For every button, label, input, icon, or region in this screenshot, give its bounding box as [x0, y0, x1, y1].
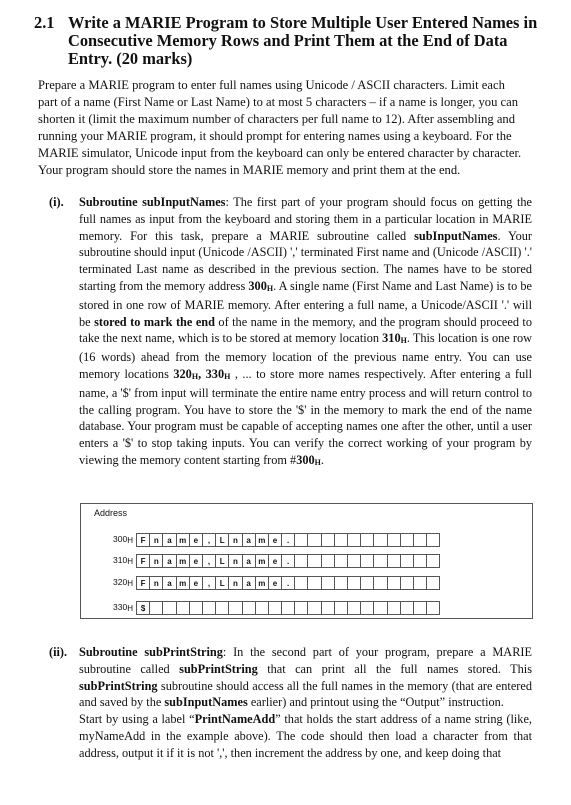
memory-cell [426, 554, 440, 568]
memory-cell [387, 533, 401, 547]
memory-cell [347, 601, 361, 615]
memory-cell: m [176, 576, 190, 590]
memory-cell: m [255, 533, 269, 547]
memory-cell: . [281, 576, 295, 590]
memory-cell [387, 576, 401, 590]
memory-cell [426, 533, 440, 547]
memory-cell [413, 576, 427, 590]
memory-cell [255, 601, 269, 615]
memory-cell [413, 601, 427, 615]
memory-cell [360, 576, 374, 590]
heading-title [68, 14, 538, 68]
memory-cell [242, 601, 256, 615]
memory-cell: $ [136, 601, 150, 615]
memory-cell: e [268, 554, 282, 568]
memory-cell [360, 554, 374, 568]
memory-cell [400, 533, 414, 547]
intro-line: part of a name (First Name or Last Name) to at most 5 characters – if a name is longer, you can [38, 95, 518, 110]
memory-cell [334, 576, 348, 590]
subsection-text: Subroutine subInputNames: The first part of your program should focus on getting the full names as input from the keyboard and storing them in a particular location in MARIE memory. For this task, prepare a MARIE subroutine called subInputNames. Your subroutine should input (Unicode /ASCII) ',' terminated First name and (Unicode /ASCII) '.' terminated Last name as described in the previous section. The names have to be stored starting from the memory address $300_H$. A single name (First Name and Last Name) is to be stored in one row of MARIE memory. After entering a full name, a Unicode/ASCII '.' will be stored to mark the end of the name in the memory, and the program should proceed to take the next name, which is to be stored at memory location $310_H$. This location is one row (16 words) ahead from the memory location of the previous name entry. You can use memory locations $320_H$, $330_H$ , ... to store more names respectively. After entering a full name, a '$' from input will terminate the entire name entry process and will return control to the calling program. You have to store the '$' in the memory to mark the end of the name database. Your program must be capable of accepting names one after the other, until a user enters a '$' to stop taking inputs. You can verify the correct working of your program by viewing the memory content starting from $\#300_H$. [79, 195, 533, 467]
memory-row [136, 554, 439, 568]
memory-cell [373, 601, 387, 615]
subsection-text: Start by using a label “PrintNameAdd” that holds the start address of a name string (like, myNameAdd in the example above). The code should then load a character from that address, output it if it is not ',', then increment the address by one, and keep doing that [79, 712, 532, 760]
memory-cell: L [215, 554, 229, 568]
memory-cell [294, 601, 308, 615]
memory-cell [347, 576, 361, 590]
heading-line: Consecutive Memory Rows and Print Them at the End of Data [68, 31, 508, 50]
memory-cell [162, 601, 176, 615]
memory-cell: m [176, 533, 190, 547]
memory-cell: . [281, 554, 295, 568]
memory-cell [426, 576, 440, 590]
memory-cell [307, 576, 321, 590]
memory-cell [373, 554, 387, 568]
memory-cell [373, 533, 387, 547]
subsection-body [79, 644, 532, 762]
intro-line: running your MARIE program, it should prompt for entering names using a keyboard. For the [38, 129, 512, 144]
memory-row [136, 601, 439, 615]
subsection-body [79, 194, 532, 471]
memory-cell: n [149, 554, 163, 568]
memory-cell: L [215, 576, 229, 590]
memory-cell: , [202, 554, 216, 568]
memory-cell [373, 576, 387, 590]
memory-cell: m [255, 576, 269, 590]
memory-cell [360, 533, 374, 547]
memory-cell [307, 554, 321, 568]
memory-cell: a [162, 554, 176, 568]
memory-cell: F [136, 576, 150, 590]
memory-row [136, 533, 439, 547]
memory-cell [294, 576, 308, 590]
memory-address-label: $310_H$ [113, 555, 133, 566]
memory-cell: e [268, 576, 282, 590]
memory-cell: e [189, 576, 203, 590]
memory-cell [321, 601, 335, 615]
memory-cell [268, 601, 282, 615]
memory-cell: m [255, 554, 269, 568]
memory-cell [387, 601, 401, 615]
subsection-label: (i). [49, 195, 64, 209]
heading-line: Entry. (20 marks) [68, 49, 193, 68]
intro-paragraph [38, 77, 532, 180]
intro-line: Prepare a MARIE program to enter full names using Unicode / ASCII characters. Limit each [38, 78, 505, 92]
memory-cell [202, 601, 216, 615]
memory-cell [321, 533, 335, 547]
memory-table [80, 503, 533, 619]
memory-cell [387, 554, 401, 568]
memory-cell: , [202, 576, 216, 590]
memory-cell [189, 601, 203, 615]
memory-cell: e [189, 554, 203, 568]
memory-cell [176, 601, 190, 615]
memory-cell [347, 554, 361, 568]
memory-cell: , [202, 533, 216, 547]
intro-line: MARIE simulator, Unicode input from the keyboard can only be entered character by character. [38, 146, 522, 161]
subsection-input-names [49, 194, 532, 471]
memory-cell: . [281, 533, 295, 547]
memory-address-label: $330_H$ [113, 602, 133, 613]
memory-cell: a [242, 533, 256, 547]
memory-cell: n [228, 533, 242, 547]
heading-line: Write a MARIE Program to Store Multiple User Entered Names in [68, 13, 538, 32]
memory-cell [360, 601, 374, 615]
memory-cell [307, 601, 321, 615]
memory-cell [413, 554, 427, 568]
memory-address-label: $300_H$ [113, 534, 133, 545]
memory-cell: n [149, 533, 163, 547]
intro-line: shorten it (limit the maximum number of characters per full name to 12). After assembling and [38, 112, 516, 127]
memory-cell: F [136, 533, 150, 547]
memory-cell [426, 601, 440, 615]
memory-cell: a [242, 576, 256, 590]
memory-cell: n [228, 576, 242, 590]
memory-cell: a [162, 533, 176, 547]
table-header-address: Address [94, 508, 128, 518]
memory-cell: L [215, 533, 229, 547]
subsection-label: (ii). [49, 645, 68, 659]
memory-cell [400, 601, 414, 615]
memory-cell [334, 554, 348, 568]
memory-cell [347, 533, 361, 547]
subsection-print-string [49, 644, 532, 762]
memory-cell: e [189, 533, 203, 547]
memory-cell: n [149, 576, 163, 590]
memory-cell [281, 601, 295, 615]
memory-cell: a [162, 576, 176, 590]
memory-cell [334, 601, 348, 615]
intro-line: Your program should store the names in MARIE memory and print them at the end. [38, 163, 461, 178]
memory-cell [215, 601, 229, 615]
memory-cell [294, 533, 308, 547]
memory-cell: a [242, 554, 256, 568]
memory-cell [294, 554, 308, 568]
memory-cell [413, 533, 427, 547]
heading-number: 2.1 [34, 13, 55, 32]
memory-row [136, 576, 439, 590]
memory-cell [321, 554, 335, 568]
memory-address-label: $320_H$ [113, 577, 133, 588]
subsection-text: Subroutine subPrintString: In the second part of your program, prepare a MARIE subroutine called subPrintString that can print all the full names stored. This subPrintString subroutine should access all the full names in the memory (that are entered and saved by the subInputNames earlier) and printout using the “Output” instruction. [79, 645, 533, 710]
memory-cell [334, 533, 348, 547]
memory-cell: n [228, 554, 242, 568]
memory-cell: m [176, 554, 190, 568]
memory-cell [400, 554, 414, 568]
memory-cell [321, 576, 335, 590]
memory-cell: F [136, 554, 150, 568]
memory-cell [307, 533, 321, 547]
memory-cell [400, 576, 414, 590]
memory-cell [149, 601, 163, 615]
memory-cell [228, 601, 242, 615]
memory-cell: e [268, 533, 282, 547]
